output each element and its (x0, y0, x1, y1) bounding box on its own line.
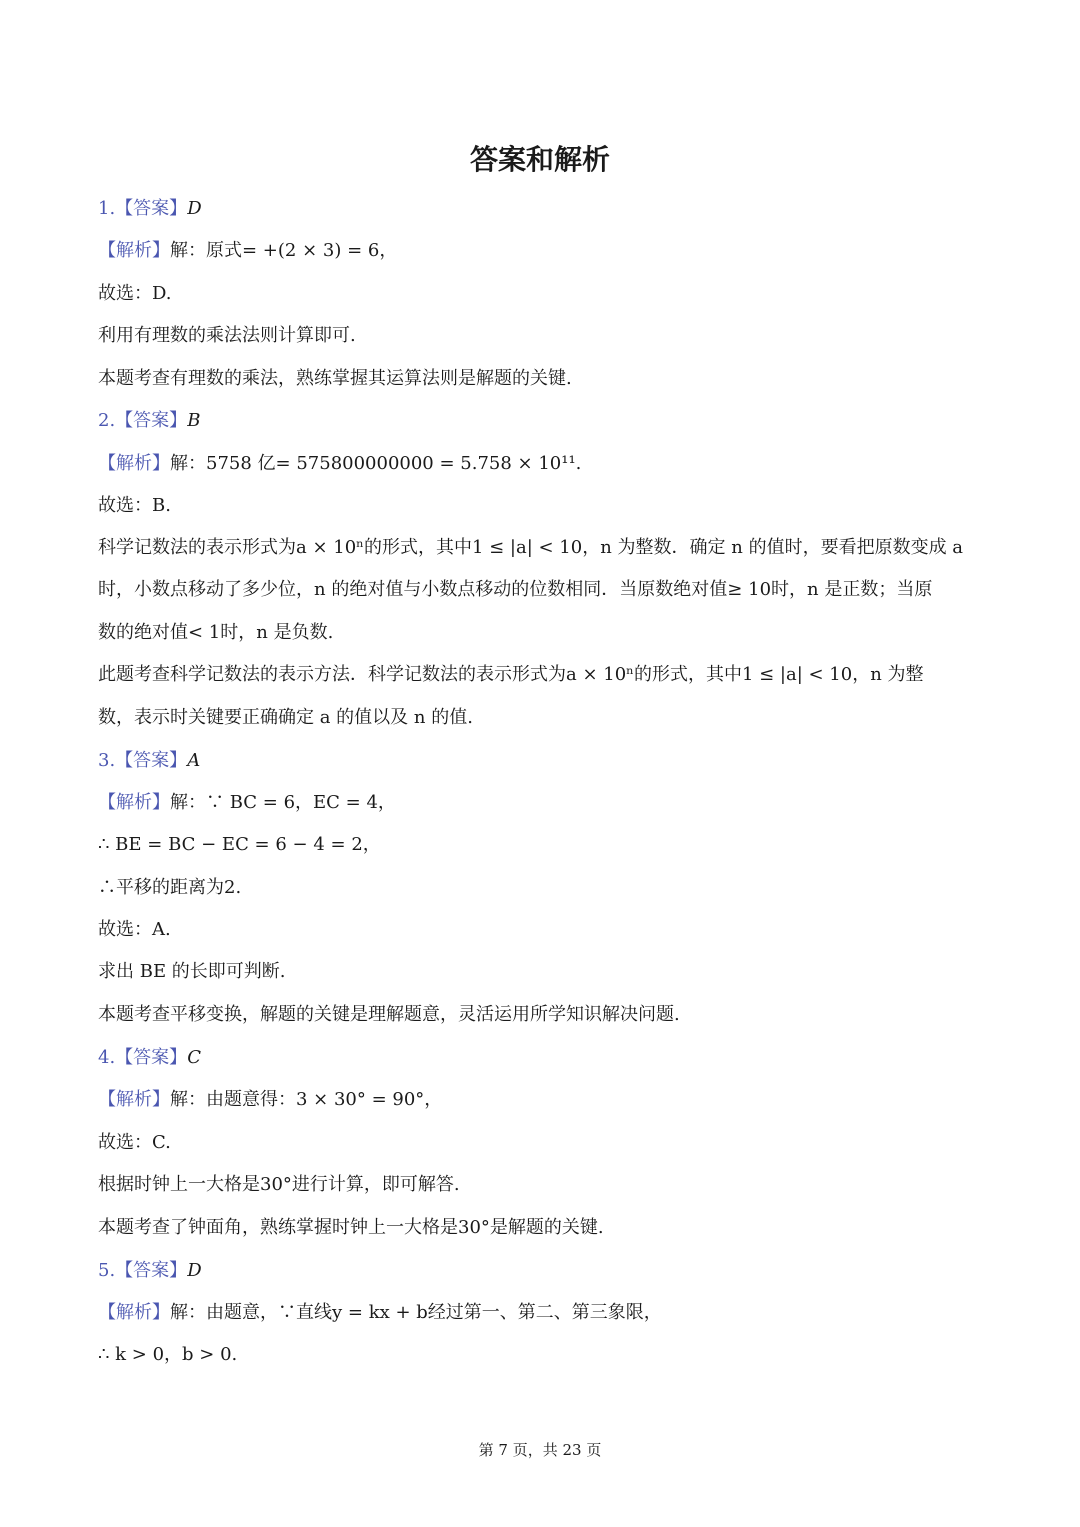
text-line (98, 832, 988, 858)
analysis-line (98, 451, 988, 477)
answer-label: 2.【答案】 (98, 410, 188, 431)
text-line (98, 662, 988, 688)
answer-line (98, 196, 988, 222)
answer-label: 3.【答案】 (98, 750, 188, 771)
text-line (98, 1130, 988, 1156)
analysis-label: 【解析】 (98, 240, 170, 261)
line-text: 此题考查科学记数法的表示方法．科学记数法的表示形式为a × 10ⁿ的形式，其中1 ≤ |a| < 10，n 为整 (98, 664, 924, 685)
text-line (98, 620, 988, 646)
line-text: 根据时钟上一大格是30°进行计算，即可解答. (98, 1174, 460, 1195)
line-text: 解：原式= +(2 × 3) = 6， (170, 240, 398, 261)
answer-line (98, 1045, 988, 1071)
text-line (98, 1002, 988, 1028)
answer-value: B (187, 410, 201, 431)
answer-label: 1.【答案】 (98, 198, 188, 219)
analysis-line (98, 238, 988, 264)
analysis-label: 【解析】 (98, 792, 170, 813)
line-text: ∴ BE = BC − EC = 6 − 4 = 2， (98, 834, 381, 855)
text-line (98, 1215, 988, 1241)
answer-value: D (187, 1260, 202, 1281)
analysis-label: 【解析】 (98, 1302, 170, 1323)
line-text: 故选：A. (98, 919, 171, 940)
text-line (98, 1172, 988, 1198)
text-line (98, 959, 988, 985)
analysis-line (98, 1300, 988, 1326)
text-line (98, 875, 988, 901)
page-title: 答案和解析 (469, 143, 610, 176)
line-text: 数的绝对值< 1时，n 是负数. (98, 622, 334, 643)
analysis-label: 【解析】 (98, 1089, 170, 1110)
line-text: 利用有理数的乘法法则计算即可. (98, 325, 356, 346)
line-text: 解：∵ BC = 6，EC = 4， (170, 792, 396, 813)
answer-value: D (187, 198, 202, 219)
text-line (98, 535, 988, 561)
line-text: ∴ k > 0，b > 0. (98, 1344, 238, 1365)
analysis-line (98, 1087, 988, 1113)
line-text: 解：由题意得：3 × 30° = 90°， (170, 1089, 443, 1110)
line-text: 数，表示时关键要正确确定 a 的值以及 n 的值. (98, 707, 473, 728)
line-text: 故选：B. (98, 495, 171, 516)
answer-label: 4.【答案】 (98, 1047, 188, 1068)
line-text: 时，小数点移动了多少位，n 的绝对值与小数点移动的位数相同．当原数绝对值≥ 10时，n 是正数；当原 (98, 579, 933, 600)
text-line (98, 577, 988, 603)
analysis-line (98, 790, 988, 816)
line-text: 科学记数法的表示形式为a × 10ⁿ的形式，其中1 ≤ |a| < 10，n 为整数．确定 n 的值时，要看把原数变成 a (98, 537, 964, 558)
text-line (98, 323, 988, 349)
line-text: 求出 BE 的长即可判断. (98, 961, 286, 982)
answer-label: 5.【答案】 (98, 1260, 188, 1281)
line-text: 故选：D. (98, 283, 172, 304)
line-text: 本题考查了钟面角，熟练掌握时钟上一大格是30°是解题的关键. (98, 1217, 604, 1238)
line-text: 解：由题意，∵直线y = kx + b经过第一、第二、第三象限， (170, 1302, 662, 1323)
page-footer: 第 7 页，共 23 页 (478, 1441, 602, 1459)
text-line (98, 366, 988, 392)
answer-value: C (187, 1047, 201, 1068)
line-text: 故选：C. (98, 1132, 171, 1153)
text-line (98, 1342, 988, 1368)
answer-line (98, 408, 988, 434)
line-text: 本题考查平移变换，解题的关键是理解题意，灵活运用所学知识解决问题. (98, 1004, 680, 1025)
line-text: 解：5758 亿= 575800000000 = 5.758 × 10¹¹. (170, 453, 582, 474)
line-text: 本题考查有理数的乘法，熟练掌握其运算法则是解题的关键. (98, 368, 572, 389)
text-line (98, 493, 988, 519)
answer-line (98, 1258, 988, 1284)
answer-line (98, 748, 988, 774)
text-line (98, 917, 988, 943)
text-line (98, 281, 988, 307)
analysis-label: 【解析】 (98, 453, 170, 474)
answer-value: A (187, 750, 201, 771)
text-line (98, 705, 988, 731)
line-text: ∴平移的距离为2. (98, 877, 242, 898)
